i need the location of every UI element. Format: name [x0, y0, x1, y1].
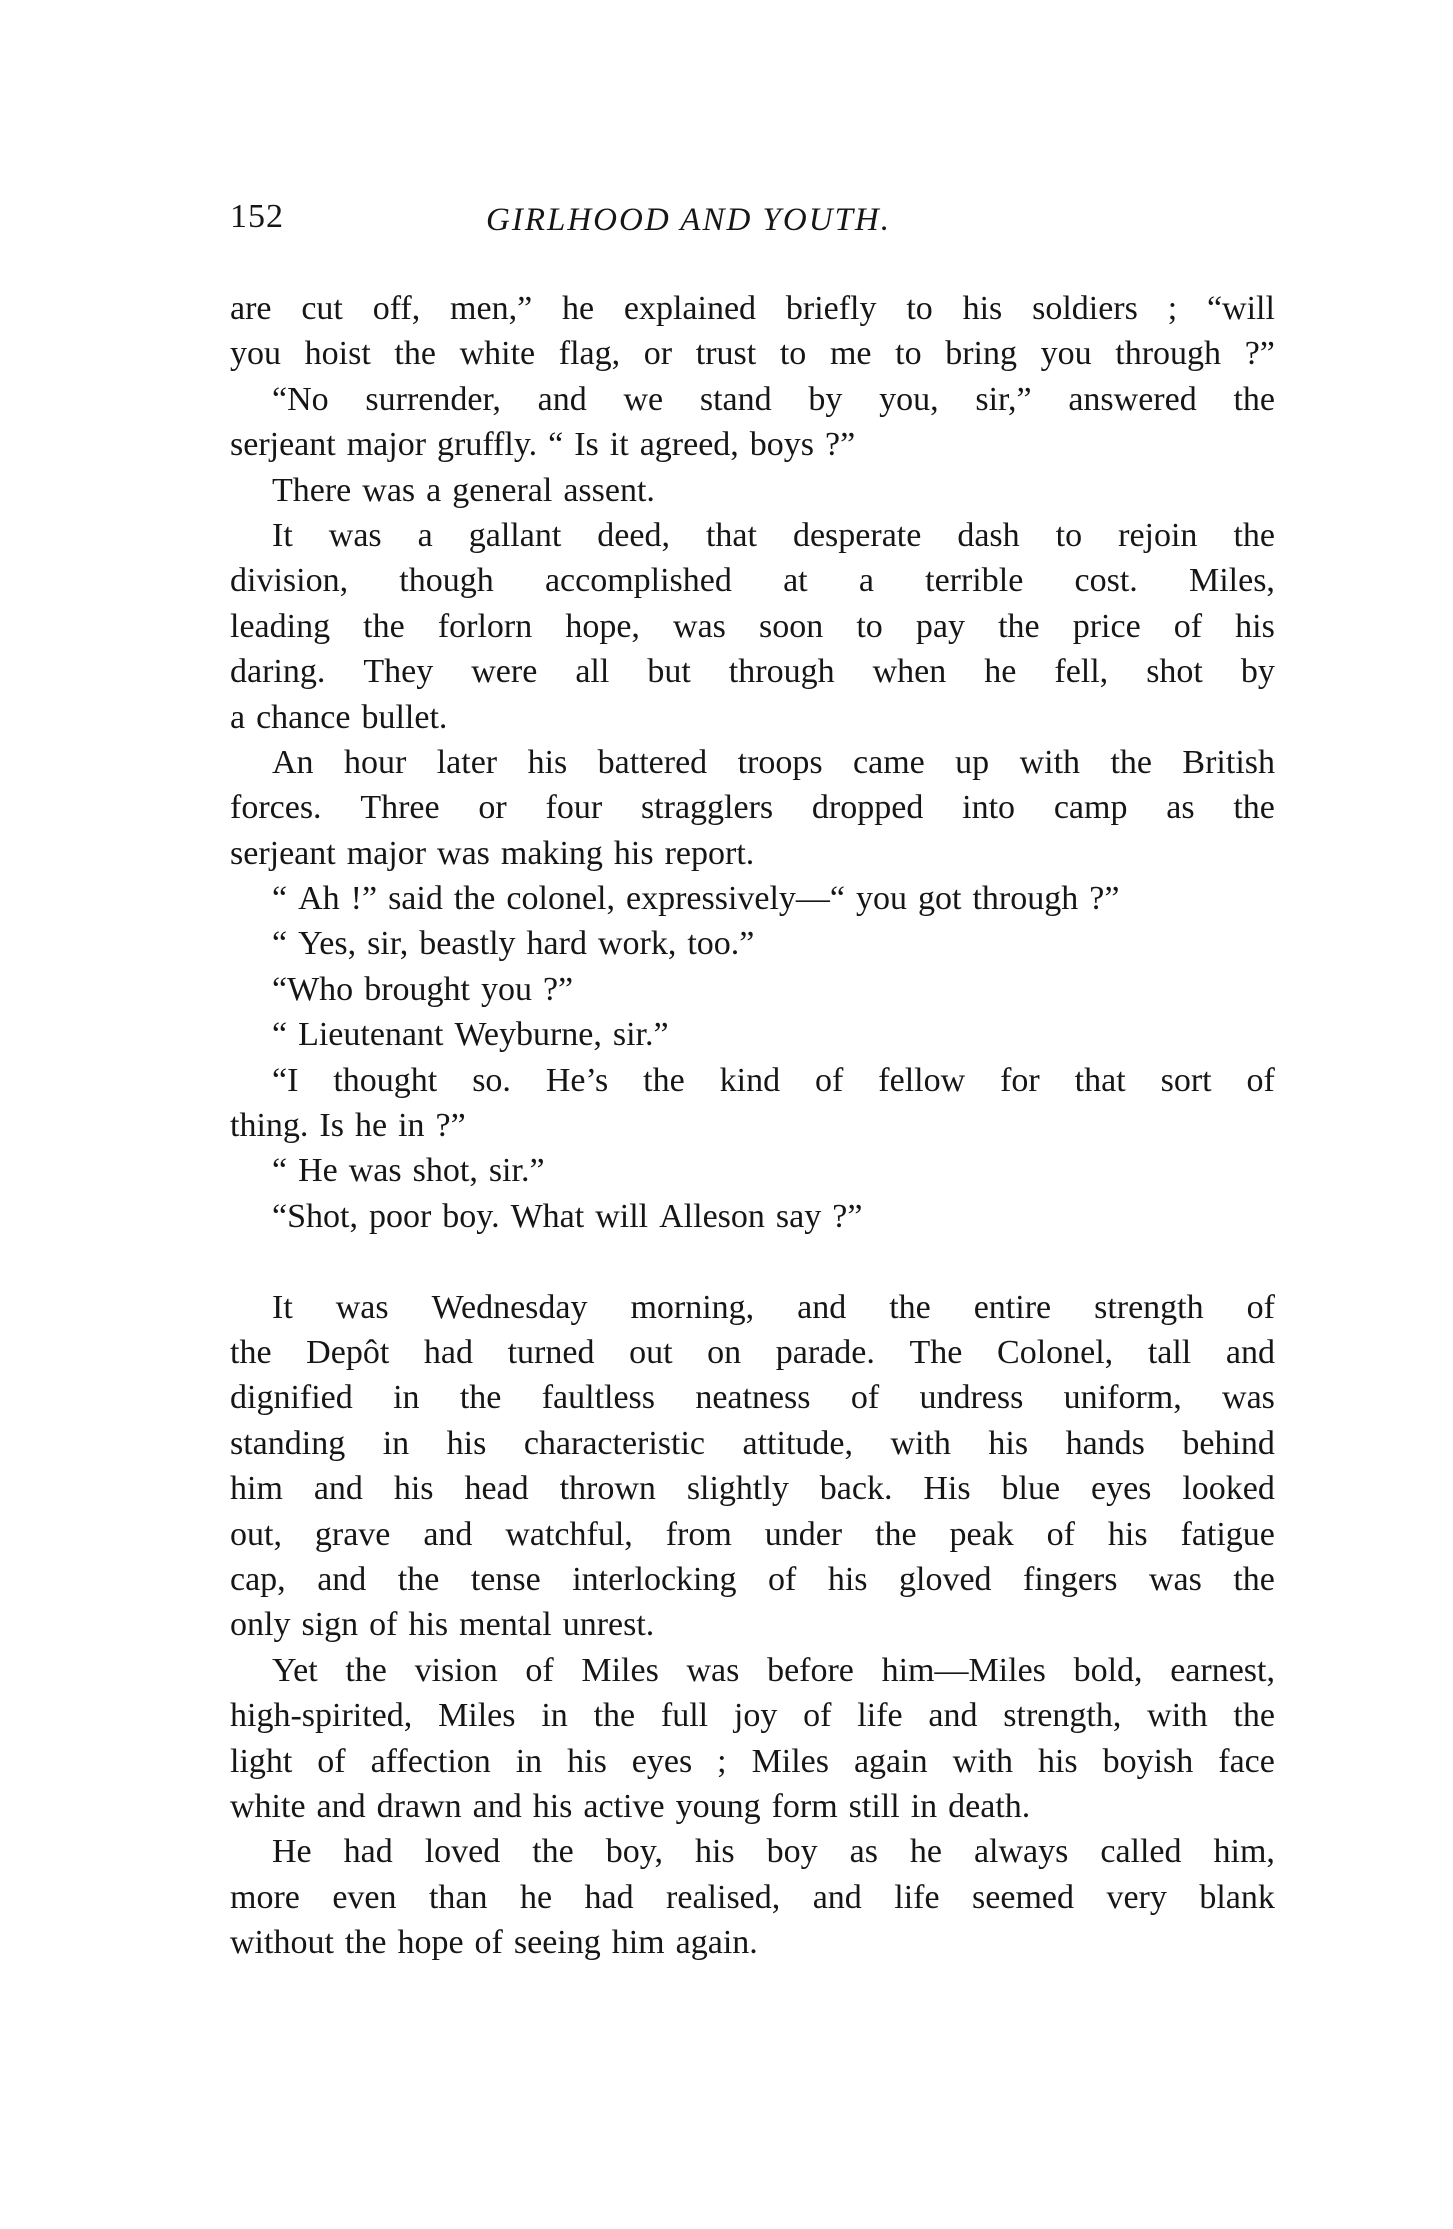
text-line: “ Lieutenant Weyburne, sir.” [272, 1016, 669, 1054]
body-text [230, 286, 1275, 1965]
text-line: “ Ah !” said the colonel, expressively—“ you got through ?” [272, 880, 1120, 918]
text-line: “ He was shot, sir.” [272, 1152, 545, 1190]
text-line: forces. Three or four stragglers dropped into camp as the [230, 789, 1275, 827]
text-line: There was a general assent. [272, 471, 655, 509]
text-line: It was Wednesday morning, and the entire strength of [272, 1288, 1275, 1326]
text-line: him and his head thrown slightly back. His blue eyes looked [230, 1470, 1275, 1508]
text-line: dignified in the faultless neatness of undress uniform, was [230, 1379, 1275, 1417]
text-line: standing in his characteristic attitude, with his hands behind [230, 1424, 1275, 1462]
text-line: white and drawn and his active young form still in death. [230, 1787, 1031, 1825]
text-line: high-spirited, Miles in the full joy of life and strength, with the [230, 1697, 1275, 1735]
text-line: serjeant major was making his report. [230, 834, 755, 872]
text-line: “Shot, poor boy. What will Alleson say ?” [272, 1197, 863, 1235]
text-line: division, though accomplished at a terrible cost. Miles, [230, 562, 1275, 600]
text-line: light of affection in his eyes ; Miles again with his boyish face [230, 1742, 1275, 1780]
text-line: “Who brought you ?” [272, 970, 574, 1008]
text-line: without the hope of seeing him again. [230, 1924, 758, 1962]
text-line: you hoist the white flag, or trust to me to bring you through ?” [230, 335, 1275, 373]
text-line: “No surrender, and we stand by you, sir,” answered the [272, 380, 1275, 418]
text-line: “I thought so. He’s the kind of fellow for that sort of [272, 1061, 1275, 1099]
text-line: “ Yes, sir, beastly hard work, too.” [272, 925, 755, 963]
text-line: He had loved the boy, his boy as he always called him, [272, 1833, 1275, 1871]
text-line: only sign of his mental unrest. [230, 1606, 655, 1644]
text-line: Yet the vision of Miles was before him—Miles bold, earnest, [272, 1651, 1275, 1689]
text-line: daring. They were all but through when he fell, shot by [230, 653, 1275, 691]
text-line: leading the forlorn hope, was soon to pay the price of his [230, 607, 1275, 645]
text-line: thing. Is he in ?” [230, 1107, 466, 1145]
text-line: are cut off, men,” he explained briefly to his soldiers ; “will [230, 290, 1275, 327]
page-number: 152 [230, 198, 284, 235]
page-header [230, 198, 1275, 258]
text-line: cap, and the tense interlocking of his gloved fingers was the [230, 1560, 1275, 1598]
text-line: An hour later his battered troops came up with the British [272, 743, 1275, 781]
text-line: serjeant major gruffly. “ Is it agreed, boys ?” [230, 426, 856, 464]
text-line: a chance bullet. [230, 698, 448, 736]
section-break [230, 1239, 1275, 1284]
text-line: more even than he had realised, and life seemed very blank [230, 1878, 1275, 1916]
running-head: GIRLHOOD AND YOUTH. [486, 202, 892, 238]
text-line: the Depôt had turned out on parade. The Colonel, tall and [230, 1333, 1275, 1371]
text-line: out, grave and watchful, from under the peak of his fatigue [230, 1515, 1275, 1553]
text-line: It was a gallant deed, that desperate dash to rejoin the [272, 516, 1275, 554]
